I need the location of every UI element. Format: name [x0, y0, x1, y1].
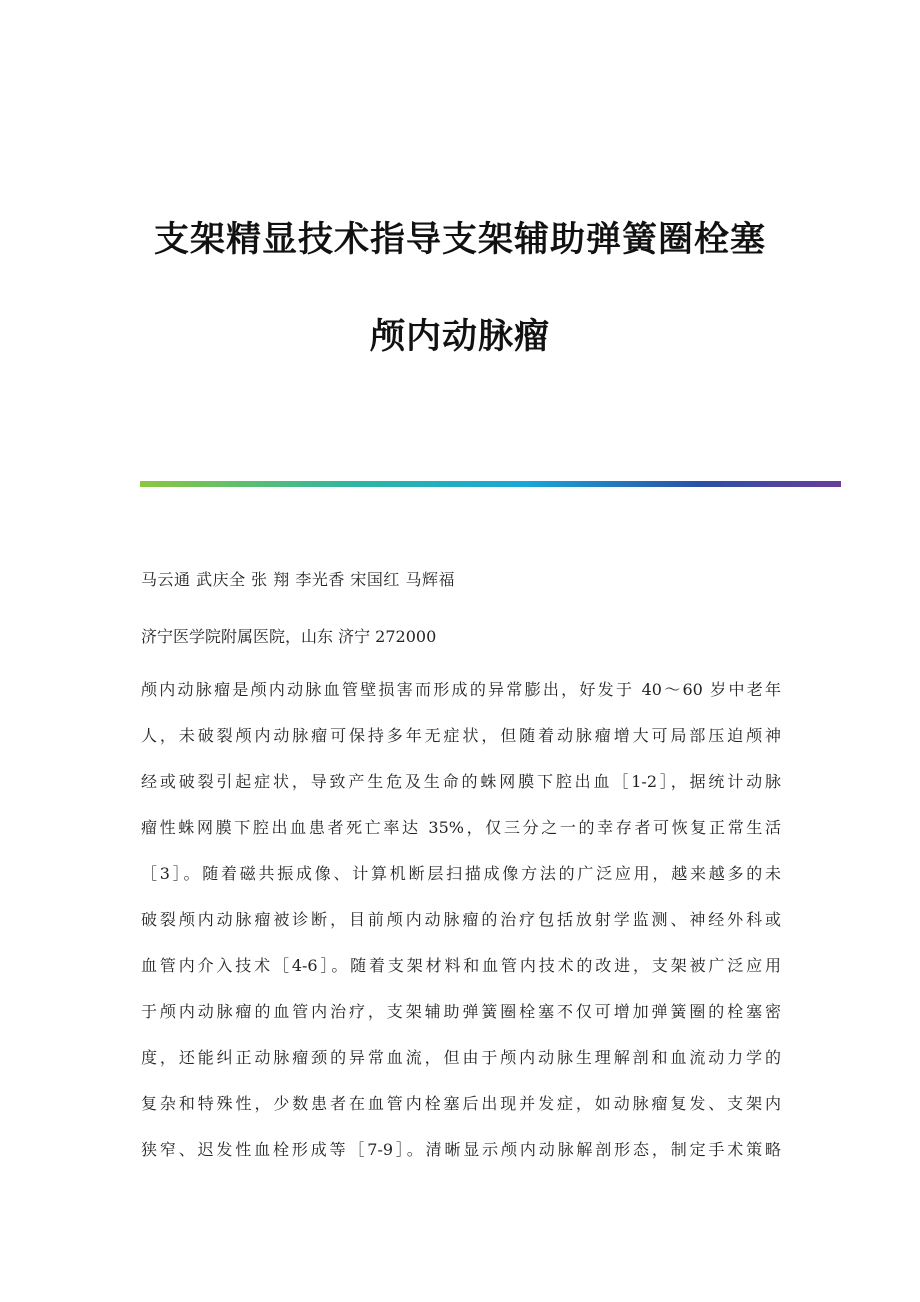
body-line: 血管内介入技术［4-6］。随着支架材料和血管内技术的改进，支架被广泛应用 [141, 956, 781, 975]
author-list: 马云通 武庆全 张 翔 李光香 宋国红 马辉福 [141, 570, 456, 589]
body-line: 经或破裂引起症状，导致产生危及生命的蛛网膜下腔出血［1-2］，据统计动脉 [141, 772, 781, 791]
body-line: 狭窄、迟发性血栓形成等［7-9］。清晰显示颅内动脉解剖形态，制定手术策略 [141, 1140, 781, 1159]
body-line: 瘤性蛛网膜下腔出血患者死亡率达 35%，仅三分之一的幸存者可恢复正常生活 [141, 818, 781, 837]
body-paragraph [141, 678, 781, 1184]
body-line: 于颅内动脉瘤的血管内治疗，支架辅助弹簧圈栓塞不仅可增加弹簧圈的栓塞密 [141, 1002, 781, 1021]
paper-title-line-2: 颅内动脉瘤 [369, 317, 550, 357]
title-divider [140, 481, 841, 487]
body-line: ［3］。随着磁共振成像、计算机断层扫描成像方法的广泛应用，越来越多的未 [141, 864, 781, 883]
body-line: 破裂颅内动脉瘤被诊断，目前颅内动脉瘤的治疗包括放射学监测、神经外科或 [141, 910, 781, 929]
body-line: 复杂和特殊性，少数患者在血管内栓塞后出现并发症，如动脉瘤复发、支架内 [141, 1094, 781, 1113]
body-line: 度，还能纠正动脉瘤颈的异常血流，但由于颅内动脉生理解剖和血流动力学的 [141, 1048, 781, 1067]
affiliation: 济宁医学院附属医院，山东 济宁 272000 [141, 627, 437, 646]
body-line: 人，未破裂颅内动脉瘤可保持多年无症状，但随着动脉瘤增大可局部压迫颅神 [141, 726, 781, 745]
paper-title-line-1: 支架精显技术指导支架辅助弹簧圈栓塞 [153, 220, 766, 260]
body-line: 颅内动脉瘤是颅内动脉血管壁损害而形成的异常膨出，好发于 40～60 岁中老年 [141, 680, 781, 699]
